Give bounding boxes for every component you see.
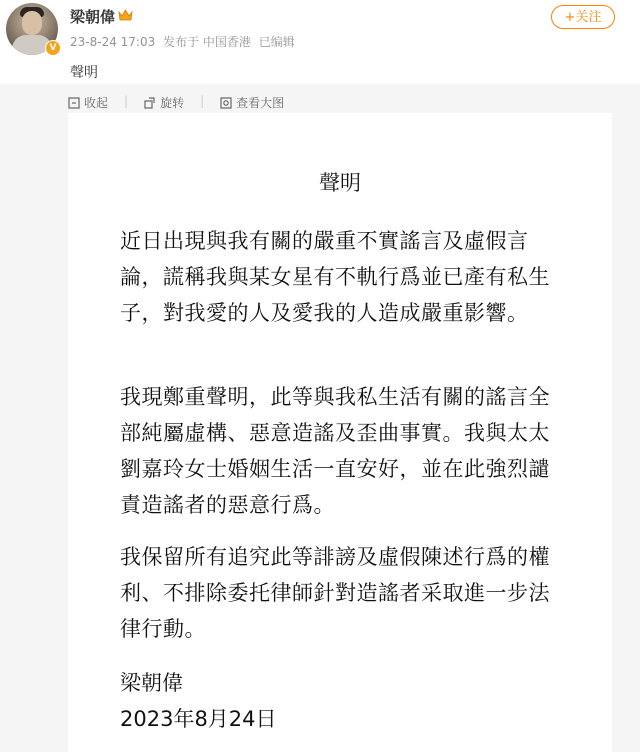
- statement-paragraph-3: 我保留所有追究此等誹謗及虛假陳述行爲的權利、不排除委托律師針對造謠者采取進一步法律行動。: [120, 545, 550, 641]
- verified-badge-icon: V: [45, 40, 61, 56]
- collapse-label: 收起: [84, 96, 109, 110]
- statement-title: 聲明: [319, 171, 361, 195]
- crown-icon: [118, 9, 133, 21]
- edited-label[interactable]: 已编辑: [258, 35, 295, 49]
- statement-paragraph-1: 近日出現與我有關的嚴重不實謠言及虛假言論，謊稱我與某女星有不軌行爲並已產有私生子，對我愛的人及愛我的人造成嚴重影響。: [120, 229, 550, 325]
- post-text: 聲明: [70, 65, 98, 81]
- view-large-label: 查看大图: [236, 96, 285, 110]
- rotate-icon: [144, 97, 156, 109]
- follow-button[interactable]: +关注: [551, 5, 615, 29]
- toolbar-divider: |: [124, 94, 129, 108]
- image-toolbar: [68, 94, 284, 111]
- magnify-icon: [220, 97, 232, 109]
- collapse-button[interactable]: [68, 94, 108, 111]
- statement-paragraph-2: 我現鄭重聲明，此等與我私生活有關的謠言全部純屬虛構、惡意造謠及歪曲事實。我與太太劉嘉玲女士婚姻生活一直安好，並在此強烈譴責造謠者的惡意行爲。: [120, 385, 550, 517]
- statement-date: 2023年8月24日: [120, 707, 277, 731]
- post-time[interactable]: 23-8-24 17:03: [70, 35, 156, 49]
- statement-signature: 梁朝偉: [120, 671, 183, 695]
- collapse-icon: [68, 97, 80, 109]
- rotate-label: 旋转: [160, 96, 185, 110]
- toolbar-divider: |: [200, 94, 205, 108]
- statement-image[interactable]: [68, 113, 612, 752]
- view-large-button[interactable]: [220, 94, 284, 111]
- post-meta: [70, 33, 299, 50]
- author-name[interactable]: 梁朝偉: [70, 8, 116, 26]
- post-source: 发布于 中国香港: [163, 35, 251, 49]
- rotate-button[interactable]: [144, 94, 184, 111]
